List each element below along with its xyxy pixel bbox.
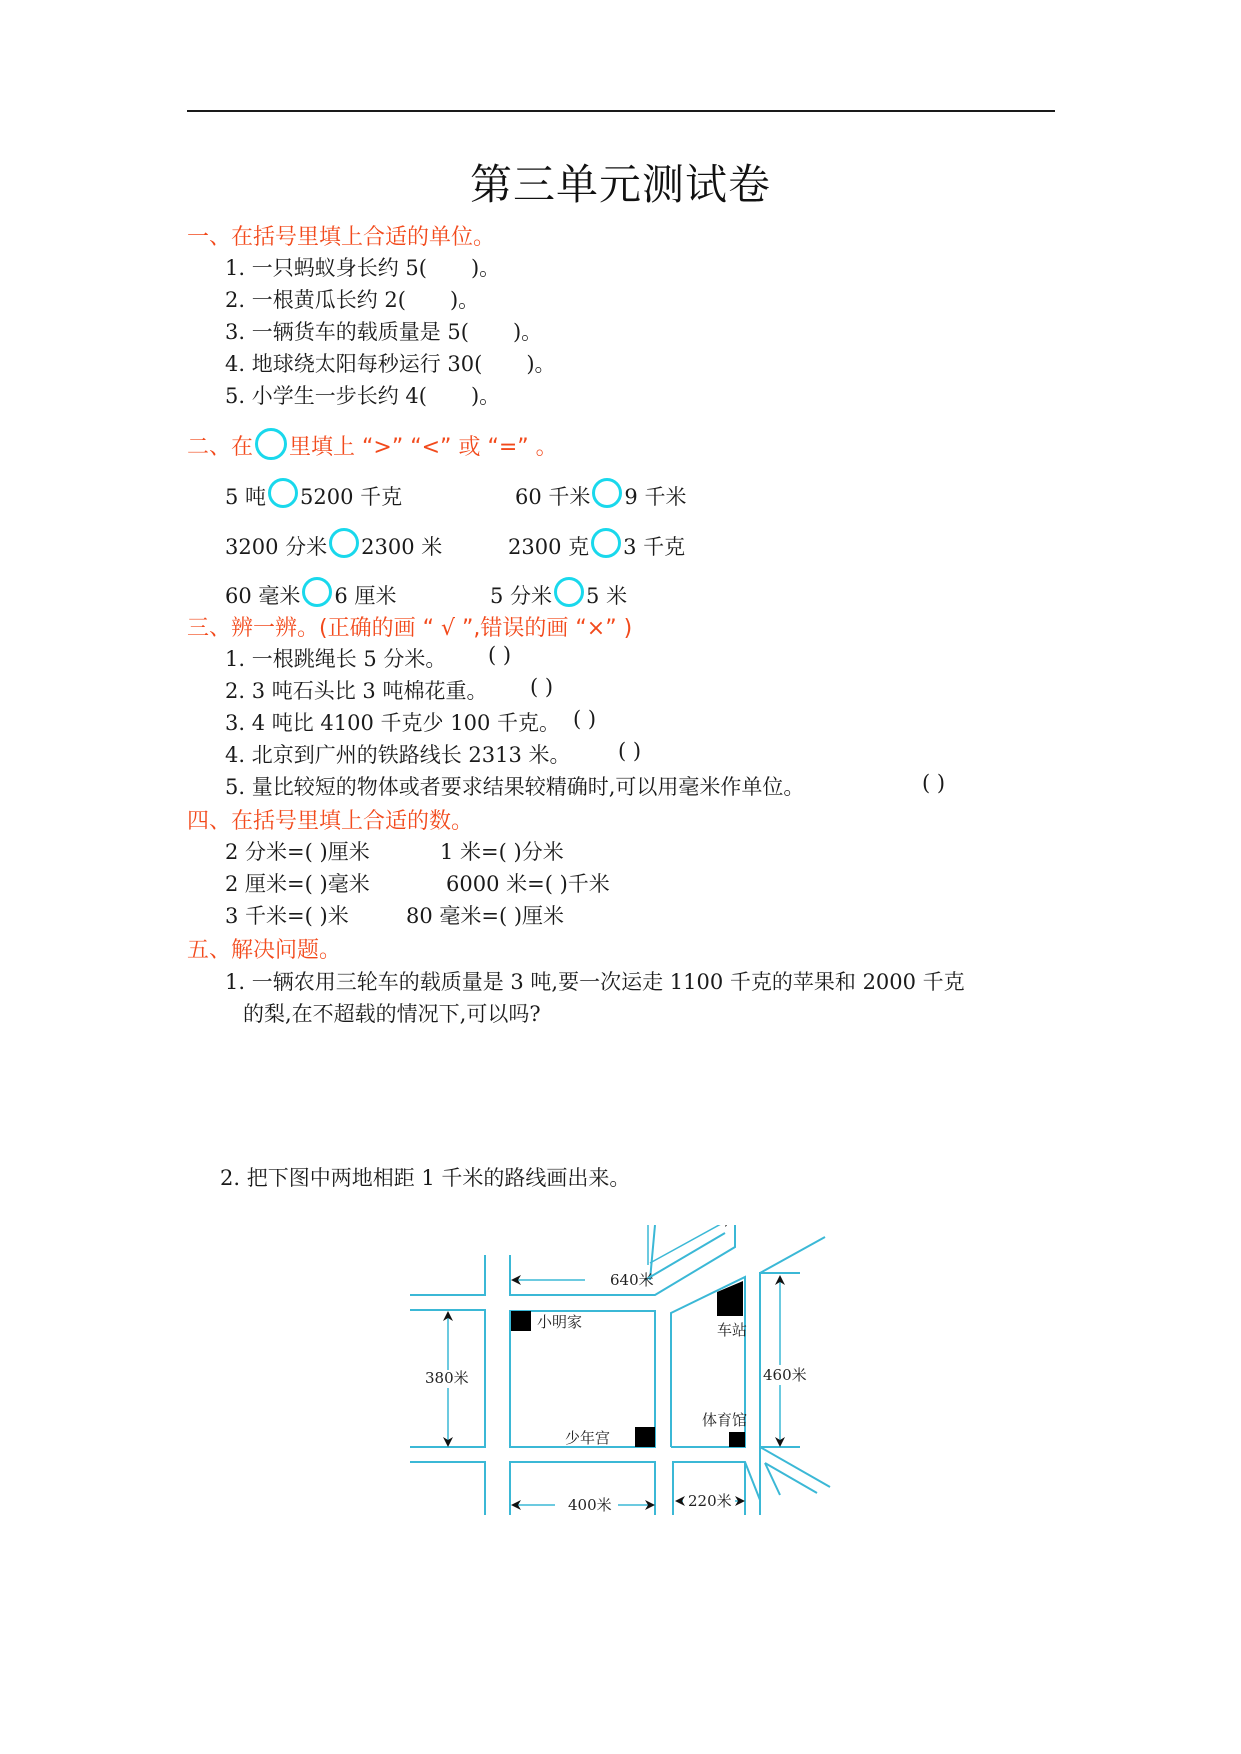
compare-right: 9 千米 [624,485,687,509]
route-map [405,1225,845,1515]
compare-item-1 [225,478,402,511]
convert-item: 2 分米=( )厘米 [225,840,370,864]
gym-building-icon [729,1432,745,1447]
s1-item-3 [225,316,542,346]
dist-top: 640米 [610,1271,654,1289]
s5-q2: 2. 把下图中两地相距 1 千米的路线画出来。 [220,1166,631,1190]
header-rule [187,110,1055,112]
compare-circle[interactable] [268,478,298,508]
compare-left: 2300 克 [508,535,590,559]
s1-item-5-text: 5. 小学生一步长约 4( [225,384,427,408]
label-home: 小明家 [537,1313,583,1331]
block-outline [510,1311,655,1447]
judge-paren[interactable]: ( ) [573,707,597,731]
s3-item-text: 1. 一根跳绳长 5 分米。 [225,647,447,671]
s3-item-text: 3. 4 吨比 4100 千克少 100 千克。 [225,711,560,735]
s1-item-3-end: )。 [512,320,543,344]
dist-left: 380米 [425,1369,469,1387]
s5-q1-line1: 1. 一辆农用三轮车的载质量是 3 吨,要一次运走 1100 千克的苹果和 2000 千克 [225,970,965,994]
s3-item-5 [225,771,804,801]
s1-item-5-end: )。 [470,384,501,408]
dist-bottom-right: 220米 [688,1492,732,1510]
station-building-icon [717,1281,743,1316]
dist-bottom-left: 400米 [568,1496,612,1514]
section-2-heading [187,428,558,461]
section-1-heading: 一、在括号里填上合适的单位。 [187,225,496,250]
convert-item: 80 毫米=( )厘米 [406,904,565,928]
s1-item-4 [225,348,556,378]
dist-right: 460米 [763,1366,807,1384]
compare-item-3 [225,528,442,561]
s1-item-5 [225,380,500,410]
judge-paren[interactable]: ( ) [488,643,512,667]
s1-item-2-end: )。 [449,288,480,312]
road-edge [760,1237,825,1273]
s1-item-1-text: 1. 一只蚂蚁身长约 5( [225,256,427,280]
s1-item-4-end: )。 [526,352,556,376]
convert-item: 1 米=( )分米 [440,840,564,864]
s3-item-text: 2. 3 吨石头比 3 吨棉花重。 [225,679,488,703]
section-3-heading: 三、辨一辨。(正确的画 “ √ ”,错误的画 “×” ) [187,616,633,641]
compare-item-4 [508,528,685,561]
judge-paren[interactable]: ( ) [922,771,946,795]
s5-q1-line2: 的梨,在不超载的情况下,可以吗? [243,1002,541,1026]
s1-item-2-text: 2. 一根黄瓜长约 2( [225,288,406,312]
compare-left: 5 吨 [225,485,267,509]
compare-left: 60 毫米 [225,584,301,608]
compare-left: 3200 分米 [225,535,328,559]
s3-item-2 [225,675,487,705]
compare-circle[interactable] [554,577,584,607]
convert-item: 2 厘米=( )毫米 [225,872,370,896]
label-palace: 少年宫 [565,1429,611,1447]
compare-left: 5 分米 [490,584,553,608]
s3-item-text: 4. 北京到广州的铁路线长 2313 米。 [225,743,571,767]
compare-left: 60 千米 [515,485,591,509]
road-edge [760,1447,800,1515]
s2-heading-start: 二、在 [187,435,254,460]
compare-right: 5200 千克 [300,485,403,509]
s1-item-1 [225,252,500,282]
compare-right: 2300 米 [361,535,443,559]
s3-item-3 [225,707,560,737]
s3-item-1 [225,643,446,673]
page-title: 第三单元测试卷 [469,160,771,209]
compare-item-6 [490,577,627,610]
compare-item-5 [225,577,396,610]
label-gym: 体育馆 [702,1411,748,1429]
compare-right: 5 米 [586,584,628,608]
road-edge [410,1462,485,1515]
s1-item-4-text: 4. 地球绕太阳每秒运行 30( [225,352,483,376]
judge-paren[interactable]: ( ) [530,675,554,699]
compare-circle[interactable] [302,577,332,607]
judge-paren[interactable]: ( ) [618,739,642,763]
convert-item: 3 千米=( )米 [225,904,349,928]
section-4-heading: 四、在括号里填上合适的数。 [187,809,474,834]
s1-item-2 [225,284,479,314]
circle-icon [255,428,287,460]
label-station: 车站 [717,1321,748,1339]
compare-right: 3 千克 [623,535,686,559]
compare-right: 6 厘米 [334,584,397,608]
palace-building-icon [635,1427,655,1447]
compare-item-2 [515,478,686,511]
s2-heading-end: 里填上 “>” “<” 或 “=” 。 [289,435,558,460]
home-building-icon [511,1311,531,1331]
road-edge [410,1255,485,1295]
compare-circle[interactable] [591,528,621,558]
s3-item-4 [225,739,571,769]
compare-circle[interactable] [329,528,359,558]
s1-item-1-end: )。 [470,256,501,280]
s3-item-text: 5. 量比较短的物体或者要求结果较精确时,可以用毫米作单位。 [225,775,805,799]
road-edge [645,1233,725,1280]
s1-item-3-text: 3. 一辆货车的载质量是 5( [225,320,469,344]
section-5-heading: 五、解决问题。 [187,938,342,963]
compare-circle[interactable] [592,478,622,508]
convert-item: 6000 米=( )千米 [446,872,610,896]
